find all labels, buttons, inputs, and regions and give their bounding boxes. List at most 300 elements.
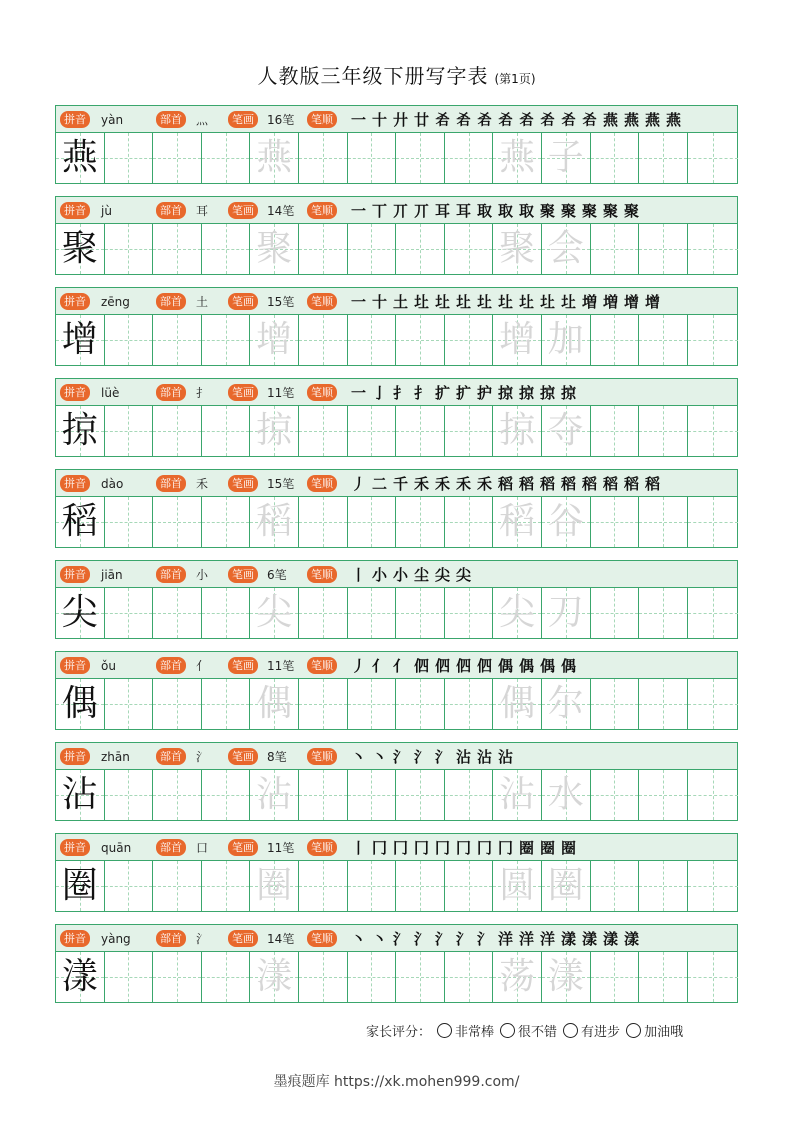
- char-block: [55, 651, 738, 730]
- tianzige-cell[interactable]: [639, 588, 688, 638]
- tianzige-cell[interactable]: [639, 679, 688, 729]
- tianzige-cell[interactable]: [396, 224, 445, 274]
- tianzige-cell[interactable]: [153, 406, 202, 456]
- model-character: 聚: [61, 228, 98, 269]
- stroke-order-tag: 笔顺: [307, 930, 337, 947]
- tianzige-cell[interactable]: [250, 133, 299, 183]
- pinyin-tag: 拼音: [60, 657, 90, 674]
- stroke-order-sequence: [348, 381, 579, 405]
- tianzige-cell[interactable]: [202, 315, 251, 365]
- stroke-step: 洋: [518, 930, 534, 948]
- pinyin-value: quān: [101, 841, 132, 855]
- tianzige-cell[interactable]: [56, 497, 105, 547]
- stroke-order-sequence: [348, 108, 684, 132]
- tianzige-cell[interactable]: [250, 497, 299, 547]
- radical-tag: 部首: [156, 384, 186, 401]
- pinyin-tag: 拼音: [60, 475, 90, 492]
- tianzige-cell[interactable]: [105, 406, 154, 456]
- radio-circle-icon[interactable]: [563, 1023, 578, 1038]
- radical-tag: 部首: [156, 839, 186, 856]
- stroke-step: 圵: [539, 293, 555, 311]
- tianzige-cell[interactable]: [348, 588, 397, 638]
- tianzige-cell[interactable]: [591, 588, 640, 638]
- radical-tag: 部首: [156, 202, 186, 219]
- tianzige-cell[interactable]: [445, 861, 494, 911]
- tianzige-cell[interactable]: [299, 679, 348, 729]
- char-info-bar: [55, 742, 738, 770]
- stroke-step: 聚: [623, 202, 639, 220]
- stroke-step: 𠯌: [434, 111, 450, 129]
- model-character: 偶: [61, 683, 98, 724]
- pinyin-value: yàn: [101, 113, 124, 127]
- tianzige-cell[interactable]: [153, 679, 202, 729]
- tianzige-cell[interactable]: [445, 406, 494, 456]
- tianzige-cell[interactable]: [591, 861, 640, 911]
- tianzige-cell[interactable]: [105, 224, 154, 274]
- tianzige-cell[interactable]: [396, 406, 445, 456]
- tianzige-cell[interactable]: [250, 679, 299, 729]
- stroke-count-tag: 笔画: [228, 293, 258, 310]
- tianzige-cell[interactable]: [250, 588, 299, 638]
- stroke-order-tag: 笔顺: [307, 111, 337, 128]
- tianzige-cell[interactable]: [202, 770, 251, 820]
- tianzige-cell[interactable]: [348, 133, 397, 183]
- title-text: 人教版三年级下册写字表: [257, 64, 489, 88]
- tianzige-cell[interactable]: [202, 497, 251, 547]
- tianzige-cell[interactable]: [153, 133, 202, 183]
- tianzige-cell[interactable]: [105, 133, 154, 183]
- tianzige-cell[interactable]: [299, 406, 348, 456]
- footer-source: 墨痕题库 https://xk.mohen999.com/: [273, 1074, 520, 1090]
- tianzige-cell[interactable]: [639, 133, 688, 183]
- trace-character: 尖: [256, 592, 293, 633]
- stroke-count-tag: 笔画: [228, 566, 258, 583]
- pinyin-tag: 拼音: [60, 930, 90, 947]
- tianzige-cell[interactable]: [153, 770, 202, 820]
- tianzige-cell[interactable]: [56, 406, 105, 456]
- tianzige-cell[interactable]: [105, 497, 154, 547]
- stroke-step: 小: [371, 566, 387, 584]
- tianzige-cell[interactable]: [299, 133, 348, 183]
- tianzige-cell[interactable]: [542, 497, 591, 547]
- tianzige-cell[interactable]: [299, 224, 348, 274]
- tianzige-cell[interactable]: [445, 588, 494, 638]
- tianzige-cell[interactable]: [493, 679, 542, 729]
- tianzige-cell[interactable]: [639, 952, 688, 1002]
- stroke-count-tag: 笔画: [228, 202, 258, 219]
- tianzige-cell[interactable]: [299, 588, 348, 638]
- tianzige-cell[interactable]: [202, 133, 251, 183]
- char-info-bar: [55, 196, 738, 224]
- tianzige-cell[interactable]: [396, 497, 445, 547]
- tianzige-cell[interactable]: [542, 679, 591, 729]
- stroke-step: 取: [518, 202, 534, 220]
- stroke-step: 丶: [371, 930, 387, 948]
- trace-character: 加: [547, 319, 584, 360]
- stroke-step: 掠: [518, 384, 534, 402]
- tianzige-cell[interactable]: [153, 588, 202, 638]
- pinyin-value: zhān: [101, 750, 130, 764]
- trace-character: 掠: [256, 410, 293, 451]
- practice-grid: [55, 315, 738, 366]
- tianzige-cell[interactable]: [445, 497, 494, 547]
- radical-value: 氵: [196, 750, 209, 764]
- stroke-step: 聚: [581, 202, 597, 220]
- stroke-step: 𠯌: [581, 111, 597, 129]
- model-character: 增: [61, 319, 98, 360]
- stroke-step: 丶: [350, 748, 366, 766]
- tianzige-cell[interactable]: [56, 315, 105, 365]
- tianzige-cell[interactable]: [299, 315, 348, 365]
- pinyin-value: jù: [101, 204, 112, 218]
- stroke-step: 耳: [434, 202, 450, 220]
- stroke-step: 掠: [560, 384, 576, 402]
- tianzige-cell[interactable]: [153, 497, 202, 547]
- tianzige-cell[interactable]: [493, 861, 542, 911]
- stroke-step: 取: [497, 202, 513, 220]
- tianzige-cell[interactable]: [348, 406, 397, 456]
- tianzige-cell[interactable]: [105, 861, 154, 911]
- stroke-step: 廾: [392, 111, 408, 129]
- stroke-step: 沾: [476, 748, 492, 766]
- tianzige-cell[interactable]: [688, 861, 738, 911]
- tianzige-cell[interactable]: [105, 588, 154, 638]
- trace-character: 聚: [499, 228, 536, 269]
- model-character: 掠: [61, 410, 98, 451]
- stroke-step: 氵: [434, 930, 450, 948]
- stroke-step: 十: [371, 111, 387, 129]
- stroke-step: 氵: [434, 748, 450, 766]
- stroke-count-tag: 笔画: [228, 930, 258, 947]
- stroke-step: 氵: [413, 748, 429, 766]
- pinyin-value: jiān: [101, 568, 123, 582]
- stroke-step: 増: [581, 293, 597, 311]
- practice-grid: [55, 133, 738, 184]
- stroke-order-sequence: [348, 563, 474, 587]
- practice-grid: [55, 770, 738, 821]
- tianzige-cell[interactable]: [250, 224, 299, 274]
- tianzige-cell[interactable]: [105, 952, 154, 1002]
- char-block: [55, 378, 738, 457]
- tianzige-cell[interactable]: [56, 679, 105, 729]
- radio-circle-icon[interactable]: [626, 1023, 641, 1038]
- trace-character: 漾: [256, 956, 293, 997]
- radical-value: 小: [196, 568, 209, 582]
- tianzige-cell[interactable]: [542, 588, 591, 638]
- stroke-step: 千: [392, 475, 408, 493]
- stroke-step: 圈: [560, 839, 576, 857]
- tianzige-cell[interactable]: [688, 679, 738, 729]
- tianzige-cell[interactable]: [688, 315, 738, 365]
- stroke-step: 圵: [476, 293, 492, 311]
- tianzige-cell[interactable]: [348, 224, 397, 274]
- char-block: [55, 560, 738, 639]
- stroke-step: 偶: [497, 657, 513, 675]
- tianzige-cell[interactable]: [56, 588, 105, 638]
- stroke-step: 扌: [413, 384, 429, 402]
- tianzige-cell[interactable]: [153, 224, 202, 274]
- tianzige-cell[interactable]: [202, 588, 251, 638]
- tianzige-cell[interactable]: [639, 224, 688, 274]
- stroke-order-tag: 笔顺: [307, 384, 337, 401]
- tianzige-cell[interactable]: [348, 861, 397, 911]
- tianzige-cell[interactable]: [688, 133, 738, 183]
- trace-character: 水: [547, 774, 584, 815]
- stroke-step: 燕: [602, 111, 618, 129]
- trace-character: 偶: [256, 683, 293, 724]
- tianzige-cell[interactable]: [591, 679, 640, 729]
- pinyin-value: yàng: [101, 932, 131, 946]
- tianzige-cell[interactable]: [299, 497, 348, 547]
- stroke-count-value: 11笔: [267, 386, 295, 400]
- tianzige-cell[interactable]: [299, 952, 348, 1002]
- tianzige-cell[interactable]: [202, 406, 251, 456]
- char-block: [55, 742, 738, 821]
- stroke-step: 稻: [497, 475, 513, 493]
- tianzige-cell[interactable]: [445, 952, 494, 1002]
- pinyin-tag: 拼音: [60, 111, 90, 128]
- stroke-step: 伵: [413, 657, 429, 675]
- tianzige-cell[interactable]: [688, 588, 738, 638]
- tianzige-cell[interactable]: [639, 406, 688, 456]
- practice-grid: [55, 224, 738, 275]
- tianzige-cell[interactable]: [250, 861, 299, 911]
- tianzige-cell[interactable]: [591, 224, 640, 274]
- tianzige-cell[interactable]: [105, 315, 154, 365]
- tianzige-cell[interactable]: [105, 770, 154, 820]
- stroke-step: 扩: [434, 384, 450, 402]
- pinyin-value: dào: [101, 477, 124, 491]
- pinyin-tag: 拼音: [60, 384, 90, 401]
- trace-character: 掠: [499, 410, 536, 451]
- tianzige-cell[interactable]: [396, 770, 445, 820]
- tianzige-cell[interactable]: [153, 952, 202, 1002]
- tianzige-cell[interactable]: [153, 861, 202, 911]
- stroke-count-value: 11笔: [267, 659, 295, 673]
- tianzige-cell[interactable]: [348, 952, 397, 1002]
- stroke-step: 丿: [350, 657, 366, 675]
- rating-option-excellent[interactable]: 非常棒: [437, 1021, 494, 1040]
- trace-character: 刀: [547, 592, 584, 633]
- model-character: 沾: [61, 774, 98, 815]
- tianzige-cell[interactable]: [493, 497, 542, 547]
- stroke-step: 冂: [413, 839, 429, 857]
- tianzige-cell[interactable]: [250, 952, 299, 1002]
- tianzige-cell[interactable]: [445, 770, 494, 820]
- stroke-count-value: 6笔: [267, 568, 287, 582]
- tianzige-cell[interactable]: [56, 133, 105, 183]
- trace-character: 稻: [499, 501, 536, 542]
- tianzige-cell[interactable]: [202, 224, 251, 274]
- tianzige-cell[interactable]: [153, 315, 202, 365]
- tianzige-cell[interactable]: [105, 679, 154, 729]
- tianzige-cell[interactable]: [688, 406, 738, 456]
- tianzige-cell[interactable]: [688, 952, 738, 1002]
- tianzige-cell[interactable]: [591, 952, 640, 1002]
- tianzige-cell[interactable]: [542, 133, 591, 183]
- stroke-step: 掠: [497, 384, 513, 402]
- radical-tag: 部首: [156, 566, 186, 583]
- tianzige-cell[interactable]: [348, 315, 397, 365]
- model-character: 稻: [61, 501, 98, 542]
- stroke-step: 尖: [434, 566, 450, 584]
- tianzige-cell[interactable]: [299, 770, 348, 820]
- tianzige-cell[interactable]: [396, 133, 445, 183]
- trace-character: 漾: [547, 956, 584, 997]
- tianzige-cell[interactable]: [348, 497, 397, 547]
- practice-grid: [55, 497, 738, 548]
- rating-option-progress[interactable]: 有进步: [563, 1021, 620, 1040]
- radical-value: 扌: [196, 386, 209, 400]
- stroke-count-value: 15笔: [267, 295, 295, 309]
- tianzige-cell[interactable]: [202, 952, 251, 1002]
- stroke-step: 氵: [455, 930, 471, 948]
- tianzige-cell[interactable]: [688, 224, 738, 274]
- tianzige-cell[interactable]: [639, 315, 688, 365]
- stroke-step: 十: [371, 293, 387, 311]
- pinyin-tag: 拼音: [60, 839, 90, 856]
- trace-character: 子: [547, 137, 584, 178]
- stroke-step: 洋: [539, 930, 555, 948]
- radical-value: 口: [196, 841, 209, 855]
- stroke-step: 圵: [455, 293, 471, 311]
- radical-tag: 部首: [156, 293, 186, 310]
- tianzige-cell[interactable]: [542, 952, 591, 1002]
- rating-option-keep-going[interactable]: 加油哦: [626, 1021, 683, 1040]
- tianzige-cell[interactable]: [396, 679, 445, 729]
- tianzige-cell[interactable]: [396, 952, 445, 1002]
- stroke-step: 尘: [413, 566, 429, 584]
- radio-circle-icon[interactable]: [500, 1023, 515, 1038]
- stroke-order-tag: 笔顺: [307, 566, 337, 583]
- trace-character: 荡: [499, 956, 536, 997]
- trace-character: 沾: [499, 774, 536, 815]
- stroke-step: 稻: [581, 475, 597, 493]
- stroke-step: 𠯌: [518, 111, 534, 129]
- page-number: (第1页): [494, 72, 536, 86]
- stroke-step: 氵: [392, 930, 408, 948]
- radical-value: 耳: [196, 204, 209, 218]
- tianzige-cell[interactable]: [591, 315, 640, 365]
- stroke-count-tag: 笔画: [228, 384, 258, 401]
- tianzige-cell[interactable]: [250, 315, 299, 365]
- tianzige-cell[interactable]: [591, 406, 640, 456]
- stroke-step: 圵: [497, 293, 513, 311]
- tianzige-cell[interactable]: [56, 952, 105, 1002]
- char-info-bar: [55, 469, 738, 497]
- tianzige-cell[interactable]: [493, 406, 542, 456]
- tianzige-cell[interactable]: [493, 588, 542, 638]
- tianzige-cell[interactable]: [688, 770, 738, 820]
- page-title: [0, 60, 793, 89]
- tianzige-cell[interactable]: [639, 770, 688, 820]
- trace-character: 沾: [256, 774, 293, 815]
- stroke-step: 亻: [392, 657, 408, 675]
- tianzige-cell[interactable]: [445, 679, 494, 729]
- tianzige-cell[interactable]: [542, 315, 591, 365]
- tianzige-cell[interactable]: [493, 770, 542, 820]
- tianzige-cell[interactable]: [348, 679, 397, 729]
- rating-option-good[interactable]: 很不错: [500, 1021, 557, 1040]
- char-block: [55, 469, 738, 548]
- char-info-bar: [55, 833, 738, 861]
- stroke-step: 禾: [476, 475, 492, 493]
- char-block: [55, 924, 738, 1003]
- tianzige-cell[interactable]: [348, 770, 397, 820]
- tianzige-cell[interactable]: [250, 770, 299, 820]
- stroke-step: 冂: [371, 839, 387, 857]
- pinyin-value: zēng: [101, 295, 130, 309]
- tianzige-cell[interactable]: [493, 224, 542, 274]
- tianzige-cell[interactable]: [56, 224, 105, 274]
- trace-character: 稻: [256, 501, 293, 542]
- stroke-step: 稻: [644, 475, 660, 493]
- stroke-step: 亅: [371, 384, 387, 402]
- stroke-count-value: 15笔: [267, 477, 295, 491]
- stroke-step: 禾: [455, 475, 471, 493]
- tianzige-cell[interactable]: [639, 861, 688, 911]
- stroke-count-value: 8笔: [267, 750, 287, 764]
- tianzige-cell[interactable]: [542, 861, 591, 911]
- stroke-count-tag: 笔画: [228, 111, 258, 128]
- char-info-bar: [55, 105, 738, 133]
- stroke-order-sequence: [348, 654, 579, 678]
- pinyin-tag: 拼音: [60, 202, 90, 219]
- tianzige-cell[interactable]: [56, 861, 105, 911]
- stroke-step: 耳: [455, 202, 471, 220]
- radio-circle-icon[interactable]: [437, 1023, 452, 1038]
- tianzige-cell[interactable]: [445, 133, 494, 183]
- trace-character: 燕: [499, 137, 536, 178]
- tianzige-cell[interactable]: [493, 133, 542, 183]
- tianzige-cell[interactable]: [542, 224, 591, 274]
- tianzige-cell[interactable]: [639, 497, 688, 547]
- tianzige-cell[interactable]: [542, 770, 591, 820]
- trace-character: 偶: [499, 683, 536, 724]
- stroke-step: 圵: [434, 293, 450, 311]
- stroke-step: 𠯌: [539, 111, 555, 129]
- tianzige-cell[interactable]: [493, 315, 542, 365]
- stroke-step: 一: [350, 111, 366, 129]
- stroke-step: 丶: [371, 748, 387, 766]
- trace-character: 燕: [256, 137, 293, 178]
- stroke-step: 土: [392, 293, 408, 311]
- tianzige-cell[interactable]: [396, 315, 445, 365]
- stroke-step: 圈: [518, 839, 534, 857]
- tianzige-cell[interactable]: [202, 679, 251, 729]
- stroke-step: 稻: [518, 475, 534, 493]
- tianzige-cell[interactable]: [542, 406, 591, 456]
- tianzige-cell[interactable]: [445, 315, 494, 365]
- stroke-step: 丅: [371, 202, 387, 220]
- tianzige-cell[interactable]: [591, 133, 640, 183]
- stroke-step: 冂: [434, 839, 450, 857]
- tianzige-cell[interactable]: [591, 497, 640, 547]
- tianzige-cell[interactable]: [396, 588, 445, 638]
- tianzige-cell[interactable]: [299, 861, 348, 911]
- tianzige-cell[interactable]: [688, 497, 738, 547]
- tianzige-cell[interactable]: [396, 861, 445, 911]
- tianzige-cell[interactable]: [591, 770, 640, 820]
- stroke-step: 𠯌: [476, 111, 492, 129]
- char-info-bar: [55, 287, 738, 315]
- tianzige-cell[interactable]: [445, 224, 494, 274]
- tianzige-cell[interactable]: [250, 406, 299, 456]
- tianzige-cell[interactable]: [56, 770, 105, 820]
- tianzige-cell[interactable]: [202, 861, 251, 911]
- radical-value: 氵: [196, 932, 209, 946]
- tianzige-cell[interactable]: [493, 952, 542, 1002]
